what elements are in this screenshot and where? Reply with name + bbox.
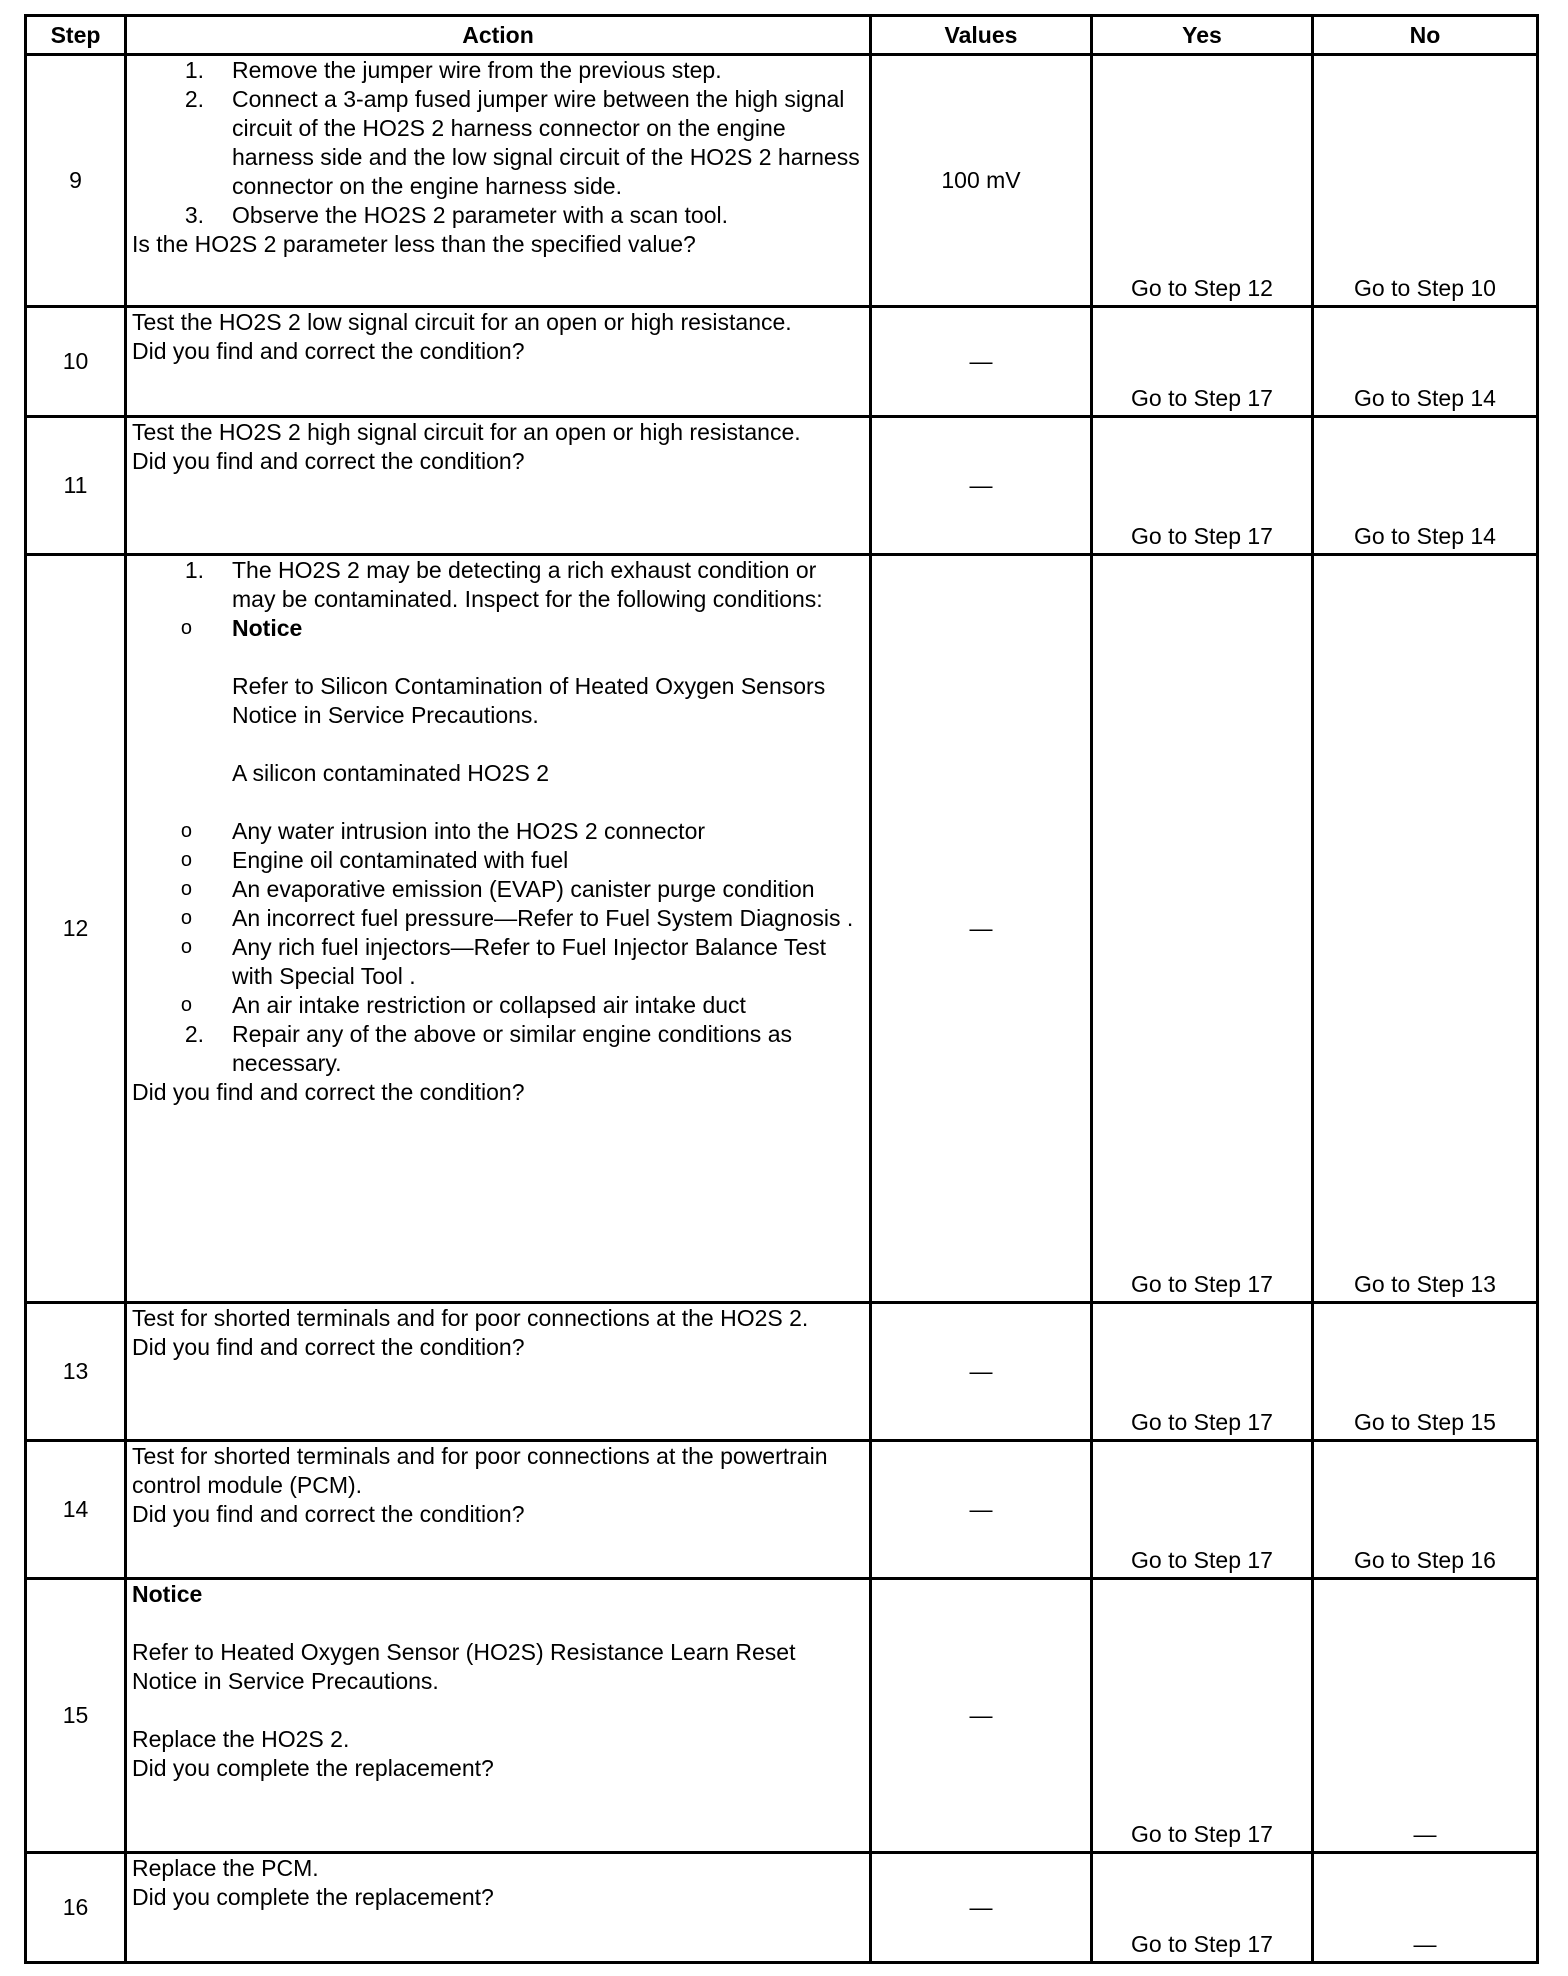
value-cell: 100 mV bbox=[871, 55, 1092, 307]
action-cell bbox=[126, 1303, 871, 1441]
header-step: Step bbox=[26, 16, 126, 55]
numbered-list bbox=[132, 556, 865, 1078]
yes-link[interactable]: Go to Step 17 bbox=[1092, 307, 1313, 417]
action-text: Replace the HO2S 2. bbox=[132, 1726, 350, 1752]
bullet-icon: o bbox=[180, 936, 192, 958]
action-cell bbox=[126, 1853, 871, 1963]
table-row bbox=[26, 1303, 1538, 1441]
action-cell bbox=[126, 1579, 871, 1853]
action-cell bbox=[126, 1441, 871, 1579]
step-number: 10 bbox=[26, 307, 126, 417]
no-link[interactable]: Go to Step 14 bbox=[1313, 417, 1538, 555]
value-cell: — bbox=[871, 1853, 1092, 1963]
yes-link[interactable]: Go to Step 12 bbox=[1092, 55, 1313, 307]
action-cell bbox=[126, 555, 871, 1303]
action-text: Replace the PCM. bbox=[132, 1855, 319, 1881]
step-number: 12 bbox=[26, 555, 126, 1303]
value-cell: — bbox=[871, 555, 1092, 1303]
numbered-list bbox=[132, 56, 865, 230]
value-cell: — bbox=[871, 1579, 1092, 1853]
value-cell: — bbox=[871, 307, 1092, 417]
bullet-icon: o bbox=[180, 907, 192, 929]
action-text: Test the HO2S 2 low signal circuit for an open or high resistance. bbox=[132, 309, 792, 335]
notice-subtext: A silicon contaminated HO2S 2 bbox=[232, 760, 550, 786]
header-action: Action bbox=[126, 16, 871, 55]
action-cell bbox=[126, 307, 871, 417]
action-question: Did you find and correct the condition? bbox=[132, 1334, 525, 1360]
list-item: 2. Repair any of the above or similar engine conditions as necessary. bbox=[184, 1021, 792, 1076]
action-text: Test for shorted terminals and for poor connections at the powertrain control module (PCM). bbox=[132, 1443, 828, 1498]
no-link[interactable]: Go to Step 10 bbox=[1313, 55, 1538, 307]
bullet-item bbox=[132, 614, 865, 643]
action-question: Did you find and correct the condition? bbox=[132, 1501, 525, 1527]
list-item: 3. Observe the HO2S 2 parameter with a scan tool. bbox=[184, 202, 729, 228]
list-item: 1. Remove the jumper wire from the previous step. bbox=[184, 57, 722, 83]
notice-body: Refer to Heated Oxygen Sensor (HO2S) Resistance Learn Reset Notice in Service Precautions. bbox=[132, 1639, 796, 1694]
table-row bbox=[26, 1853, 1538, 1963]
notice-heading: Notice bbox=[132, 1581, 203, 1607]
step-number: 14 bbox=[26, 1441, 126, 1579]
step-number: 9 bbox=[26, 55, 126, 307]
no-link[interactable]: Go to Step 13 bbox=[1313, 555, 1538, 1303]
bullet-item: o An incorrect fuel pressure—Refer to Fuel System Diagnosis . bbox=[132, 904, 865, 933]
value-cell: — bbox=[871, 1303, 1092, 1441]
yes-link[interactable]: Go to Step 17 bbox=[1092, 417, 1313, 555]
header-values: Values bbox=[871, 16, 1092, 55]
no-link[interactable]: Go to Step 16 bbox=[1313, 1441, 1538, 1579]
action-cell bbox=[126, 55, 871, 307]
no-link[interactable]: Go to Step 14 bbox=[1313, 307, 1538, 417]
table-row bbox=[26, 1441, 1538, 1579]
step-number: 11 bbox=[26, 417, 126, 555]
list-item: 2. Connect a 3-amp fused jumper wire between the high signal circuit of the HO2S 2 harness connector on the engine harness side and the low signal circuit of the HO2S 2 harness connector on the engine harness side. bbox=[184, 86, 860, 199]
header-yes: Yes bbox=[1092, 16, 1313, 55]
bullet-item: o An evaporative emission (EVAP) canister purge condition bbox=[132, 875, 865, 904]
header-row bbox=[26, 16, 1538, 55]
bullet-icon: o bbox=[180, 820, 192, 842]
action-question: Did you find and correct the condition? bbox=[132, 1079, 525, 1105]
notice-block bbox=[132, 1580, 865, 1754]
table-row bbox=[26, 55, 1538, 307]
step-number: 13 bbox=[26, 1303, 126, 1441]
bullet-icon: o bbox=[180, 617, 192, 639]
notice-body: Refer to Silicon Contamination of Heated Oxygen Sensors Notice in Service Precautions. bbox=[232, 673, 826, 728]
yes-link[interactable]: Go to Step 17 bbox=[1092, 555, 1313, 1303]
table-row bbox=[26, 307, 1538, 417]
action-question: Did you find and correct the condition? bbox=[132, 448, 525, 474]
bullet-item: o Any rich fuel injectors—Refer to Fuel Injector Balance Test with Special Tool . bbox=[132, 933, 865, 991]
value-cell: — bbox=[871, 1441, 1092, 1579]
step-number: 16 bbox=[26, 1853, 126, 1963]
bullet-icon: o bbox=[180, 849, 192, 871]
no-value: — bbox=[1313, 1853, 1538, 1963]
no-link[interactable]: Go to Step 15 bbox=[1313, 1303, 1538, 1441]
no-value: — bbox=[1313, 1579, 1538, 1853]
bullet-item: o An air intake restriction or collapsed air intake duct bbox=[132, 991, 865, 1020]
notice-heading: Notice bbox=[232, 615, 303, 641]
action-question: Is the HO2S 2 parameter less than the specified value? bbox=[132, 231, 696, 257]
yes-link[interactable]: Go to Step 17 bbox=[1092, 1579, 1313, 1853]
yes-link[interactable]: Go to Step 17 bbox=[1092, 1441, 1313, 1579]
bullet-item: o Any water intrusion into the HO2S 2 connector bbox=[132, 817, 865, 846]
yes-link[interactable]: Go to Step 17 bbox=[1092, 1303, 1313, 1441]
bullet-icon: o bbox=[180, 878, 192, 900]
header-no: No bbox=[1313, 16, 1538, 55]
list-item: 1. The HO2S 2 may be detecting a rich exhaust condition or may be contaminated. Inspect for the following conditions: bbox=[184, 557, 823, 612]
action-text: Test the HO2S 2 high signal circuit for an open or high resistance. bbox=[132, 419, 801, 445]
step-number: 15 bbox=[26, 1579, 126, 1853]
action-text: Test for shorted terminals and for poor connections at the HO2S 2. bbox=[132, 1305, 809, 1331]
table-row bbox=[26, 555, 1538, 1303]
diagnostic-table-container bbox=[24, 14, 1536, 1964]
action-question: Did you complete the replacement? bbox=[132, 1755, 494, 1781]
value-cell: — bbox=[871, 417, 1092, 555]
bullet-icon: o bbox=[180, 994, 192, 1016]
table-row bbox=[26, 417, 1538, 555]
yes-link[interactable]: Go to Step 17 bbox=[1092, 1853, 1313, 1963]
action-question: Did you complete the replacement? bbox=[132, 1884, 494, 1910]
table-row bbox=[26, 1579, 1538, 1853]
diagnostic-table bbox=[24, 14, 1539, 1964]
action-question: Did you find and correct the condition? bbox=[132, 338, 525, 364]
action-cell bbox=[126, 417, 871, 555]
bullet-item: o Engine oil contaminated with fuel bbox=[132, 846, 865, 875]
